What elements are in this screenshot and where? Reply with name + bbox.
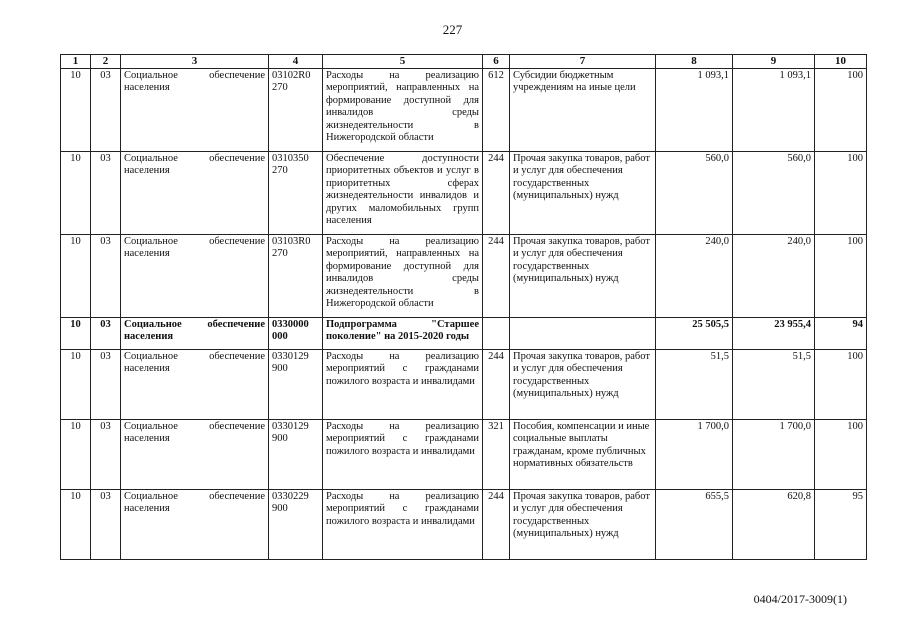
page-number: 227 xyxy=(442,22,463,37)
actual-amount: 23 955,4 xyxy=(733,317,815,349)
plan-amount: 560,0 xyxy=(656,151,733,234)
expense-type-code: 244 xyxy=(483,234,510,317)
expense-type-name: Прочая закупка товаров, работ и услуг для обеспечения государственных (муниципальных) нужд xyxy=(510,151,656,234)
expense-type-name: Пособия, компенсации и иные социальные выплаты гражданам, кроме публичных нормативных обязательств xyxy=(510,419,656,489)
section-code: 10 xyxy=(61,419,91,489)
subsection-code: 03 xyxy=(91,489,121,559)
header-row xyxy=(61,55,867,69)
actual-amount: 51,5 xyxy=(733,349,815,419)
expense-type-code: 244 xyxy=(483,489,510,559)
header-cell: 7 xyxy=(510,55,656,69)
table-row xyxy=(61,349,867,419)
expense-description: Расходы на реализацию мероприятий с гражданами пожилого возраста и инвалидами xyxy=(323,349,483,419)
subsection-code: 03 xyxy=(91,234,121,317)
table-row xyxy=(61,151,867,234)
actual-amount: 1 093,1 xyxy=(733,68,815,151)
execution-percent: 100 xyxy=(815,234,867,317)
subsection-code: 03 xyxy=(91,419,121,489)
section-name: Социальное обеспечение населения xyxy=(121,234,269,317)
subsection-code: 03 xyxy=(91,151,121,234)
expense-type-name: Субсидии бюджетным учреждениям на иные цели xyxy=(510,68,656,151)
expense-description: Расходы на реализацию мероприятий, направленных на формирование доступной для инвалидов среды жизнедеятельности в Нижегородской области xyxy=(323,234,483,317)
expense-description: Расходы на реализацию мероприятий с гражданами пожилого возраста и инвалидами xyxy=(323,489,483,559)
section-name: Социальное обеспечение населения xyxy=(121,489,269,559)
section-code: 10 xyxy=(61,151,91,234)
plan-amount: 1 700,0 xyxy=(656,419,733,489)
table-row xyxy=(61,234,867,317)
actual-amount: 1 700,0 xyxy=(733,419,815,489)
expense-type-code: 244 xyxy=(483,151,510,234)
section-name: Социальное обеспечение населения xyxy=(121,68,269,151)
plan-amount: 51,5 xyxy=(656,349,733,419)
actual-amount: 620,8 xyxy=(733,489,815,559)
plan-amount: 655,5 xyxy=(656,489,733,559)
plan-amount: 25 505,5 xyxy=(656,317,733,349)
table-row xyxy=(61,419,867,489)
actual-amount: 560,0 xyxy=(733,151,815,234)
document-code: 0404/2017-3009(1) xyxy=(753,592,847,606)
expense-description: Подпрограмма "Старшее поколение" на 2015-2020 годы xyxy=(323,317,483,349)
target-item-code: 0330229 900 xyxy=(269,489,323,559)
expense-type-name: Прочая закупка товаров, работ и услуг для обеспечения государственных (муниципальных) нужд xyxy=(510,489,656,559)
expense-type-name: Прочая закупка товаров, работ и услуг для обеспечения государственных (муниципальных) нужд xyxy=(510,349,656,419)
section-name: Социальное обеспечение населения xyxy=(121,349,269,419)
table-row xyxy=(61,68,867,151)
subsection-code: 03 xyxy=(91,317,121,349)
budget-table xyxy=(60,54,867,560)
expense-description: Обеспечение доступности приоритетных объектов и услуг в приоритетных сферах жизнедеятельности инвалидов и других маломобильных групп населения xyxy=(323,151,483,234)
section-name: Социальное обеспечение населения xyxy=(121,419,269,489)
section-code: 10 xyxy=(61,317,91,349)
section-code: 10 xyxy=(61,489,91,559)
expense-type-name: Прочая закупка товаров, работ и услуг для обеспечения государственных (муниципальных) нужд xyxy=(510,234,656,317)
expense-description: Расходы на реализацию мероприятий с гражданами пожилого возраста и инвалидами xyxy=(323,419,483,489)
section-name: Социальное обеспечение населения xyxy=(121,317,269,349)
header-cell: 4 xyxy=(269,55,323,69)
expense-description: Расходы на реализацию мероприятий, направленных на формирование доступной для инвалидов среды жизнедеятельности в Нижегородской области xyxy=(323,68,483,151)
section-code: 10 xyxy=(61,68,91,151)
subsection-code: 03 xyxy=(91,349,121,419)
expense-type-code: 244 xyxy=(483,349,510,419)
expense-type-code: 612 xyxy=(483,68,510,151)
execution-percent: 95 xyxy=(815,489,867,559)
header-cell: 8 xyxy=(656,55,733,69)
plan-amount: 1 093,1 xyxy=(656,68,733,151)
expense-type-code xyxy=(483,317,510,349)
table-row-subprogram xyxy=(61,317,867,349)
subsection-code: 03 xyxy=(91,68,121,151)
header-cell: 2 xyxy=(91,55,121,69)
header-cell: 3 xyxy=(121,55,269,69)
section-name: Социальное обеспечение населения xyxy=(121,151,269,234)
execution-percent: 100 xyxy=(815,419,867,489)
header-cell: 10 xyxy=(815,55,867,69)
table-row xyxy=(61,489,867,559)
target-item-code: 0330129 900 xyxy=(269,349,323,419)
target-item-code: 03103R0 270 xyxy=(269,234,323,317)
actual-amount: 240,0 xyxy=(733,234,815,317)
expense-type-name xyxy=(510,317,656,349)
header-cell: 1 xyxy=(61,55,91,69)
target-item-code: 0330000 000 xyxy=(269,317,323,349)
header-cell: 9 xyxy=(733,55,815,69)
target-item-code: 0310350 270 xyxy=(269,151,323,234)
target-item-code: 03102R0 270 xyxy=(269,68,323,151)
expense-type-code: 321 xyxy=(483,419,510,489)
section-code: 10 xyxy=(61,234,91,317)
section-code: 10 xyxy=(61,349,91,419)
plan-amount: 240,0 xyxy=(656,234,733,317)
header-cell: 5 xyxy=(323,55,483,69)
execution-percent: 100 xyxy=(815,151,867,234)
execution-percent: 100 xyxy=(815,68,867,151)
execution-percent: 94 xyxy=(815,317,867,349)
target-item-code: 0330129 900 xyxy=(269,419,323,489)
header-cell: 6 xyxy=(483,55,510,69)
execution-percent: 100 xyxy=(815,349,867,419)
